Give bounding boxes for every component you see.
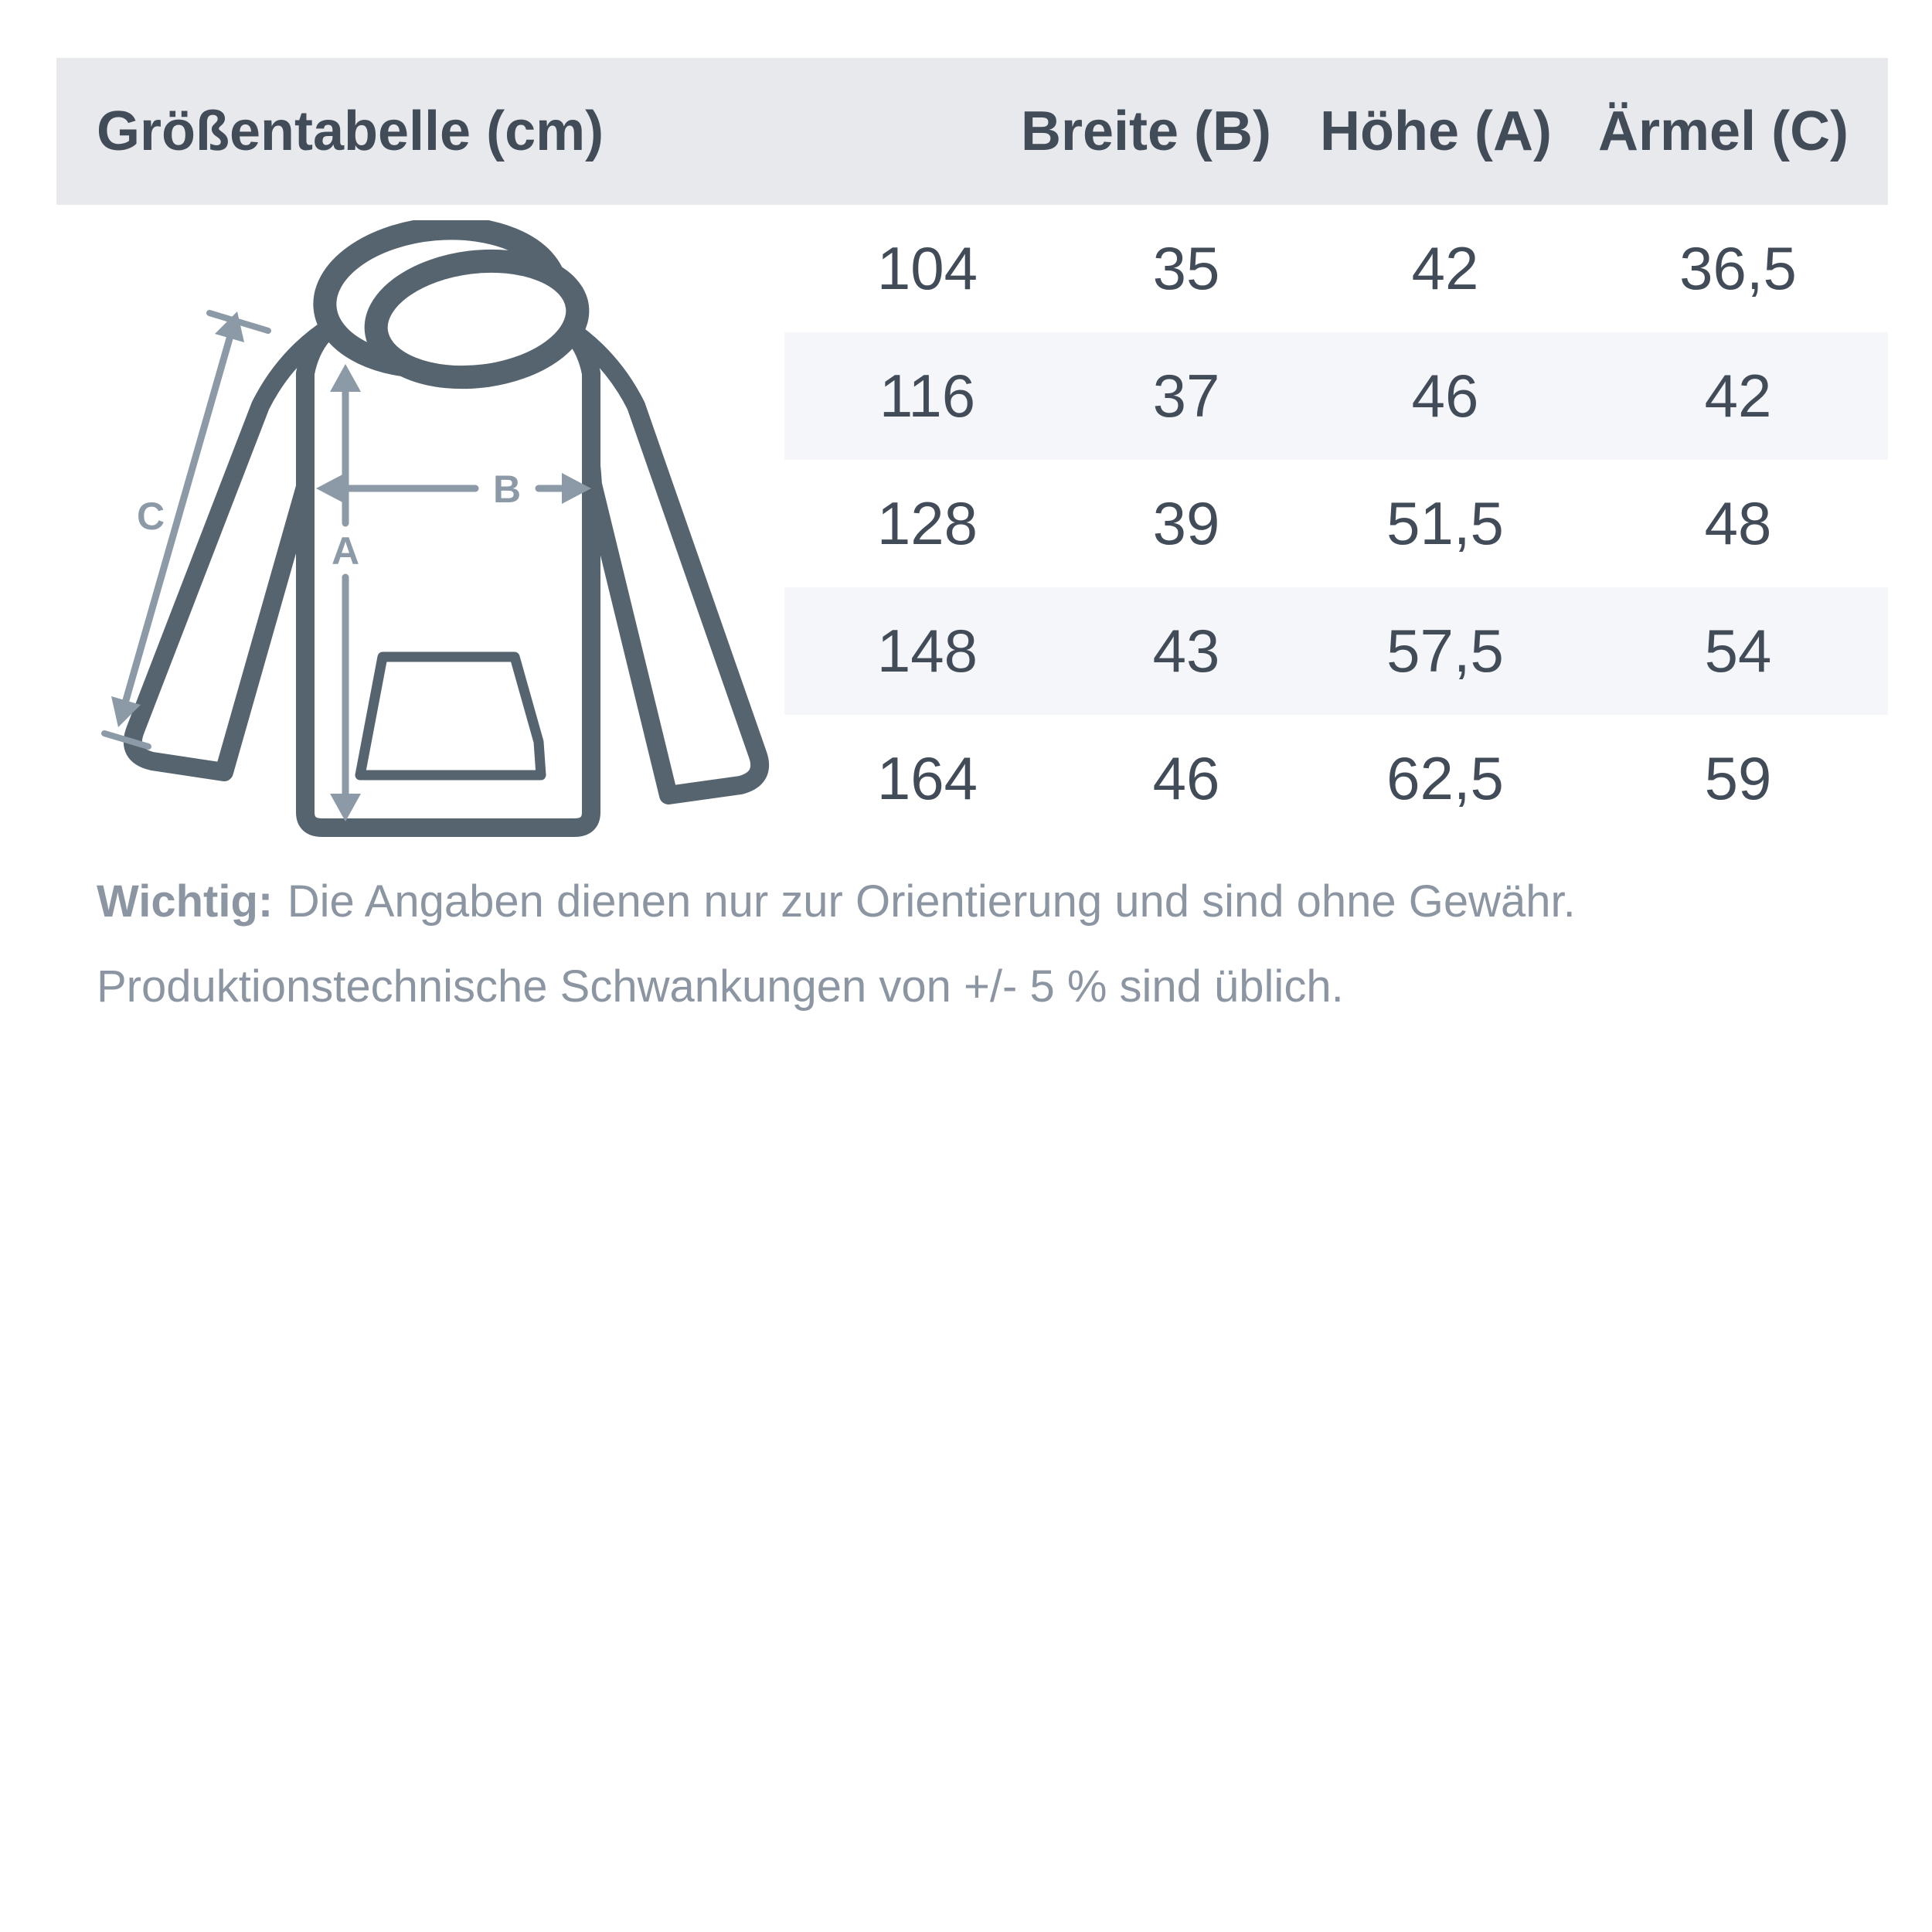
cell-aermel: 54 — [1704, 617, 1772, 685]
size-table-rows — [784, 205, 1888, 842]
cell-size: 164 — [876, 744, 978, 812]
cell-hoehe: 51,5 — [1386, 489, 1504, 557]
cell-breite: 43 — [1152, 617, 1220, 685]
cell-aermel: 48 — [1704, 489, 1772, 557]
cell-breite: 35 — [1152, 234, 1220, 302]
table-title: Größentabelle (cm) — [97, 100, 604, 162]
hoodie-pocket — [360, 657, 541, 775]
table-header-band — [56, 58, 1888, 205]
cell-hoehe: 42 — [1411, 234, 1479, 302]
cell-breite: 39 — [1152, 489, 1220, 557]
cell-size: 148 — [876, 617, 978, 685]
disclaimer-label: Wichtig: — [97, 876, 274, 927]
table-row — [784, 205, 1888, 332]
cell-aermel: 42 — [1704, 362, 1772, 430]
cell-hoehe: 57,5 — [1386, 617, 1504, 685]
cell-breite: 46 — [1152, 744, 1220, 812]
column-headers — [1019, 58, 1849, 205]
cell-breite: 37 — [1152, 362, 1220, 430]
table-row — [784, 715, 1888, 842]
disclaimer-text-1: Die Angaben dienen nur zur Orientierung und sind ohne Gewähr. — [287, 876, 1576, 927]
cell-hoehe: 62,5 — [1386, 744, 1504, 812]
column-header-breite: Breite (B) — [1020, 100, 1272, 162]
column-header-aermel: Ärmel (C) — [1598, 100, 1849, 162]
cell-aermel: 59 — [1704, 744, 1772, 812]
table-row — [784, 460, 1888, 587]
cell-size: 116 — [879, 362, 976, 430]
cell-size: 128 — [876, 489, 978, 557]
cell-hoehe: 46 — [1411, 362, 1479, 430]
dimension-label-b: B — [492, 468, 522, 511]
dimension-label-a: A — [331, 529, 360, 573]
disclaimer-note — [97, 859, 1859, 1029]
hoodie-measurement-diagram — [58, 220, 792, 846]
table-row — [784, 332, 1888, 460]
disclaimer-line-1 — [97, 859, 1859, 944]
cell-aermel: 36,5 — [1679, 234, 1797, 302]
dimension-label-c: C — [136, 495, 165, 538]
column-header-hoehe: Höhe (A) — [1320, 100, 1552, 162]
disclaimer-line-2: Produktionstechnische Schwankungen von +/- 5 % sind üblich. — [97, 961, 1344, 1012]
cell-size: 104 — [876, 234, 978, 302]
table-row — [784, 587, 1888, 715]
